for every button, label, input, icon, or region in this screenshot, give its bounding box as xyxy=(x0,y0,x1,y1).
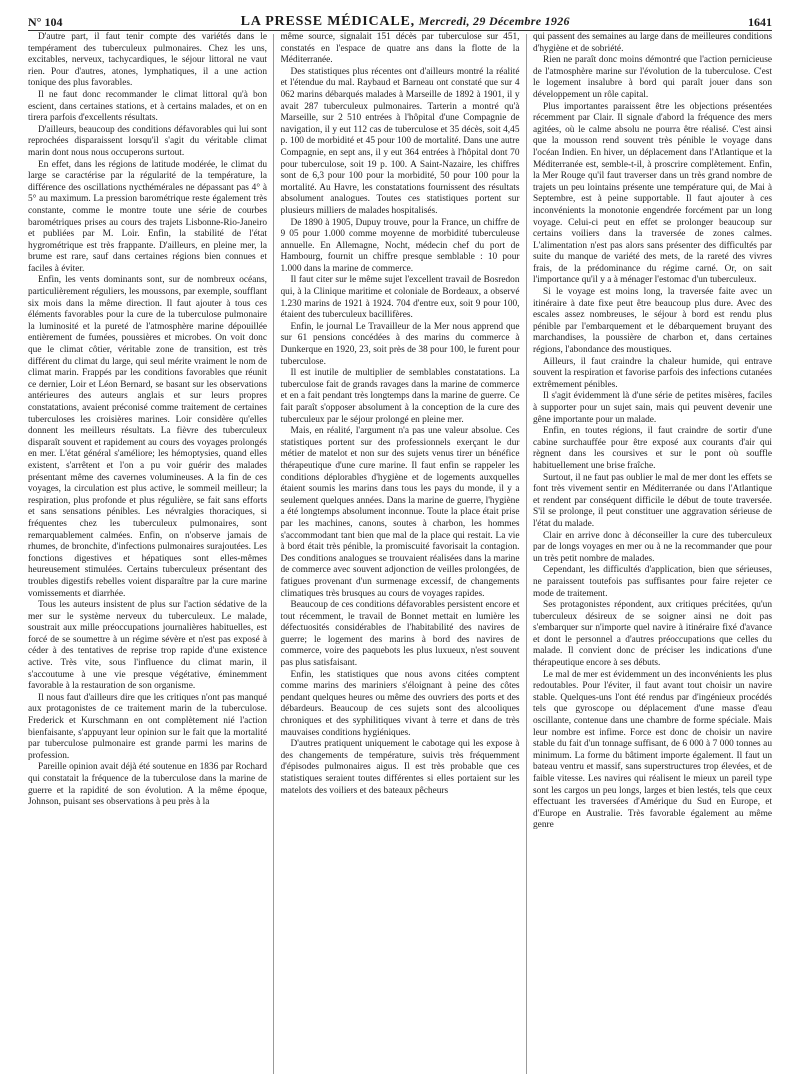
paragraph: même source, signalait 151 décès par tuberculose sur 451, constatés en l'espace de quatre ans dans la flotte de la Méditerranée. xyxy=(280,32,520,66)
paragraph: Il nous faut d'ailleurs dire que les critiques n'ont pas manqué aux protagonistes de ce traitement marin de la tuberculose. Frederick et Kurschmann en ont complètement nié l'action bienfaisante, s'appuyant leur opinion sur le fait que la mortalité par tuberculose pulmonaire est grande parmi les marins de profession. xyxy=(28,692,267,761)
paragraph: Il est inutile de multiplier de semblables constatations. La tuberculose fait de grands ravages dans la marine de commerce et en a fait pendant très longtemps dans la marine de guerre. Ce fait paraît s'opposer absolument à la conception de la cure des tuberculeux par le séjour prolongé en pleine mer. xyxy=(280,368,520,425)
paragraph: Il ne faut donc recommander le climat littoral qu'à bon escient, dans certaines stations, et à certains malades, et on en tirera parfois d'excellents résultats. xyxy=(28,89,267,124)
paragraph: Le mal de mer est évidemment un des inconvénients les plus redoutables. Pour l'éviter, il faut avant tout choisir un navire stable. Quelques-uns l'ont été rendus par d'ingénieux procédés tels que gyroscope ou déplacement d'une masse d'eau oscillante, contenue dans une chambre de forme spéciale. Mais leur nombre est infime. Force est donc de choisir un navire stable du fait d'un tonnage suffisant, de 6 000 à 7 000 tonnes au minimum. La forme du bâtiment importe également. Il faut un bateau ventru et massif, sans superstructures trop élevées, et de faible vitesse. Les navires qui réalisent le mieux un pareil type sont les cargos un peu longs, larges et bien lestés, tels que ceux effectuant les traversées d'Amérique du Sud en Europe, et d'Europe en Australie. Très favorable également au même genre xyxy=(533,669,772,831)
paragraph: Tous les auteurs insistent de plus sur l'action sédative de la mer sur le système nerveux du tuberculeux. Le malade, soustrait aux mille préoccupations journalières habituelles, est forcé de se soumettre à un régime sévère et n'est pas exposé à céder à des tentatives de reprise trop rapide d'une existence active. Très vite, sous l'influence du climat marin, il s'accoutume à une vie presque végétative, éminemment favorable à la restauration de son organisme. xyxy=(28,600,267,692)
paragraph: D'ailleurs, beaucoup des conditions défavorables qui lui sont reprochées disparaissent lorsqu'il s'agit du véritable climat marin dont nous nous occuperons surtout. xyxy=(28,124,267,158)
paragraph: Plus importantes paraissent être les objections présentées récemment par Clair. Il signale d'abord la fréquence des mers agitées, où le calme absolu ne pourra être réalisé. C'est ainsi que la mousson rend souvent très pénible le voyage dans l'océan Indien. En hiver, un déplacement dans l'Atlantique et la Méditerranée est, semble-t-il, à proscrire complètement. Enfin, la Mer Rouge qu'il faut traverser dans un très grand nombre de trajets un peu lointains présente une température qui, de Mai à Septembre, est à peine supportable. Il faut ajouter à ces inconvénients la monotonie engendrée forcément par un long voyage. Celui-ci peut en effet se prolonger beaucoup sur certains voiliers dans la traversée de zones calmes. L'alimentation n'est pas alors sans présenter des difficultés par suite du manque de variété des mets, de la rareté des vivres frais, de la prédominance du régime carné. Or, on sait l'importance qu'il y a à ménager l'estomac d'un tuberculeux. xyxy=(533,101,772,286)
paragraph: Mais, en réalité, l'argument n'a pas une valeur absolue. Ces statistiques portent sur des professionnels exerçant le dur métier de matelot et non sur des sujets venus tirer un bénéfice thérapeutique d'une cure marine. Il faut enfin se rappeler les conditions déplorables d'hygiène et de logements auxquelles étaient soumis les marins dans tous les pays du monde, il y a seulement quelques années. Dans la marine de guerre, l'hygiène a été longtemps absolument inconnue. Toute la place était prise par les machines, canons, soutes à charbon, les hommes s'accommodant tant bien que mal de la place qui restait. La vie à bord était très pénible, la promiscuité favorisait la contagion. Des conditions analogues se trouvaient réalisées dans la marine de commerce avec souvent adjonction de veilles prolongées, de fatigues provenant d'un surmenage excessif, de changements climatiques très brusques au cours de voyages rapides. xyxy=(280,426,520,599)
paragraph: Rien ne paraît donc moins démontré que l'action pernicieuse de l'atmosphère marine sur l'évolution de la tuberculose. C'est le logement insalubre à bord qui paraît jouer dans son développement un rôle capital. xyxy=(533,55,772,100)
paragraph: D'autre part, il faut tenir compte des variétés dans le tempérament des tuberculeux pulmonaires. Chez les uns, excitables, nerveux, tachycardiques, le séjour littoral ne vaut rien. Pour d'autres, atones, lymphatiques, il a une action tonique des plus favorables. xyxy=(28,32,267,89)
issue-number: N° 104 xyxy=(28,15,63,29)
publication-date: Mercredi, 29 Décembre 1926 xyxy=(418,14,570,28)
paragraph: Il faut citer sur le même sujet l'excellent travail de Bosredon qui, à la Clinique maritime et coloniale de Bordeaux, a observé 1.230 marins de 1921 à 1924. 704 d'entre eux, soit 9 pour 100, étaient des tuberculeux bacillifères. xyxy=(280,275,520,321)
paragraph: Des statistiques plus récentes ont d'ailleurs montré la réalité et l'étendue du mal. Raybaud et Barneau ont constaté que sur 4 062 marins débarqués malades à Marseille de 1892 à 1901, il y avait 287 tuberculeux pulmonaires. Tarterin a montré qu'à Marseille, sur 2 510 entrées à l'hôpital d'une Compagnie de navigation, il y eut 112 cas de tuberculose et 35 décès, soit 4,45 p. 100 de morbidité et 45 pour 100 de mortalité. Dans une autre Compagnie, en sept ans, il y eut 364 entrées à l'hôpital dont 70 pour tuberculose, soit 19 p. 100. A Saint-Nazaire, les chiffres sont de 6,3 pour 100 pour la morbidité, 50 pour 100 pour la mortalité. Au Havre, les constatations fournissent des résultats absolument analogues. Toutes ces statistiques portent sur plusieurs milliers de malades hospitalisés. xyxy=(280,66,520,216)
paragraph: Ses protagonistes répondent, aux critiques précitées, qu'un tuberculeux désireux de se soigner ainsi ne doit pas s'embarquer sur n'importe quel navire à itinéraire fixé d'avance et dont le personnel a d'autres préoccupations que celles du malade. Il convient donc de préciser les indications d'une thérapeutique encore à ses débuts. xyxy=(533,600,772,669)
paragraph: En effet, dans les régions de latitude modérée, le climat du large se caractérise par la régularité de la température, la différence des oscillations nycthémérales ne dépassant pas 4° à 5° au maximum. La pression barométrique reste également très constante, comme le montre toute une série de courbes barométriques prises au cours des trajets Lisbonne-Rio-Janeiro et publiées par M. Loir. Enfin, la stabilité de l'état hygrométrique est très frappante. D'ailleurs, en pleine mer, la brume est rare, sauf dans certaines régions bien connues et faciles à éviter. xyxy=(28,159,267,274)
article-body xyxy=(28,32,772,1078)
paragraph: Enfin, en toutes régions, il faut craindre de sortir d'une cabine surchauffée pour être exposé aux courants d'air qui règnent dans les coursives et sur le pont où souffle habituellement une brise fraîche. xyxy=(533,426,772,471)
paragraph: Enfin, les vents dominants sont, sur de nombreux océans, particulièrement réguliers, les moussons, par exemple, soufflant six mois dans la même direction. Il faut ajouter à tous ces éléments favorables pour la cure de la tuberculose pulmonaire la luminosité et la pureté de l'atmosphère marine dépouillée entièrement de fumées, poussières et microbes. On voit donc que le climat côtier, véritable zone de transition, est très différent du climat du large, qui seul mérite vraiment le nom de climat marin. Frappés par les conditions favorables que réunit ce dernier, Loir et Léon Bernard, se basant sur les observations antérieures des auteurs anglais et sur leurs propres constatations, avaient préconisé comme traitement de certaines tuberculoses les croisières marines. Loir considère qu'elles donnent les meilleurs résultats. La fièvre des tuberculeux disparaît souvent et rapidement au cours des voyages prolongés en mer. L'état général s'améliore; les hémoptysies, quand elles existent, s'arrêtent et l'on a pu voir guérir des malades présentant même des cavernes volumineuses. A la fin de ces voyages, la circulation est plus active, le sommeil meilleur; la respiration, plus profonde et plus régulière, se fait sans efforts et sans sensations pénibles. Les névralgies thoraciques, si fréquentes chez les tuberculeux pulmonaires, sont remarquablement calmées. Enfin, on n'observe jamais de rhumes, de bronchite, d'infections pulmonaires surajoutées. Les fonctions digestives et hépatiques sont elles-mêmes heureusement stimulées. Certains tuberculeux présentant des troubles digestifs rebelles voient disparaître par la cure marine vomissements et diarrhée. xyxy=(28,275,267,599)
paragraph: Pareille opinion avait déjà été soutenue en 1836 par Rochard qui constatait la fréquence de la tuberculose dans la marine de guerre et la rapidité de son évolution. A la même époque, Johnson, puisant ses observations à peu près à la xyxy=(28,762,267,808)
page-number: 1641 xyxy=(748,15,772,29)
page-header xyxy=(28,6,772,31)
text-column-left xyxy=(28,32,267,1078)
running-title xyxy=(241,14,570,30)
column-divider xyxy=(273,34,274,1074)
paragraph: Si le voyage est moins long, la traversée faite avec un itinéraire à date fixe peut être beaucoup plus dure. Avec des escales assez nombreuses, le séjour à bord est rendu plus pénible par l'embarquement et le débarquement bruyant des marchandises, la poussière de charbon et, dans certaines régions, l'abondance des moustiques. xyxy=(533,287,772,356)
paragraph: De 1890 à 1905, Dupuy trouve, pour la France, un chiffre de 9 05 pour 1.000 comme moyenne de morbidité tuberculeuse annuelle. En Allemagne, Nocht, médecin chef du port de Hambourg, fournit un chiffre presque semblable : 10 pour 1.000 dans la marine de commerce. xyxy=(280,217,520,274)
text-column-right xyxy=(533,32,772,1078)
paragraph: Il s'agit évidemment là d'une série de petites misères, faciles à supporter pour un sujet sain, mais qui peuvent devenir une gêne importante pour un malade. xyxy=(533,391,772,425)
paragraph: Ailleurs, il faut craindre la chaleur humide, qui entrave souvent la respiration et favorise parfois des infections cutanées extrêmement pénibles. xyxy=(533,356,772,390)
column-divider xyxy=(526,34,527,1074)
paragraph: D'autres pratiquent uniquement le cabotage qui les expose à des changements de température, suivis très fréquemment d'épisodes pulmonaires aigus. Il est très probable que ces statistiques seraient toutes différentes si elles portaient sur les matelots des voiliers et des bateaux pêcheurs xyxy=(280,739,520,796)
paragraph: Cependant, les difficultés d'application, bien que sérieuses, ne paraissent toutefois pas suffisantes pour faire rejeter ce mode de traitement. xyxy=(533,565,772,599)
paragraph: qui passent des semaines au large dans de meilleures conditions d'hygiène et de sobriété. xyxy=(533,32,772,54)
paragraph: Enfin, les statistiques que nous avons citées comptent comme marins des mariniers s'éloignant à peine des côtes pendant quelques heures ou même des ouvriers des ports et des débardeurs. Beaucoup de ces sujets sont des alcooliques chroniques et des syphilitiques vivant à terre et dans de très mauvaises conditions hygiéniques. xyxy=(280,669,520,738)
paragraph: Surtout, il ne faut pas oublier le mal de mer dont les effets se font très vivement sentir en Méditerranée ou dans l'Atlantique et rendent par conséquent difficile le début de toute traversée. S'il se prolonge, il peut constituer une aggravation sérieuse de l'état du malade. xyxy=(533,472,772,529)
paragraph: Beaucoup de ces conditions défavorables persistent encore et tout récemment, le travail de Bonnet mettait en lumière les défectuosités considérables de l'habitabilité des navires de guerre; le logement des marins à bord des navires de commerce, voire des paquebots les plus luxueux, n'est souvent pas plus satisfaisant. xyxy=(280,600,520,669)
publication-name: LA PRESSE MÉDICALE, xyxy=(240,14,415,29)
paragraph: Clair en arrive donc à déconseiller la cure des tuberculeux par de longs voyages en mer ou à ne la recommander que pour un très petit nombre de malades. xyxy=(533,530,772,564)
paragraph: Enfin, le journal Le Travailleur de la Mer nous apprend que sur 61 pensions concédées à des marins du commerce à Dunkerque en 1920, 23, soit près de 38 pour 100, le furent pour tuberculose. xyxy=(280,321,520,367)
text-column-middle xyxy=(281,32,520,1078)
